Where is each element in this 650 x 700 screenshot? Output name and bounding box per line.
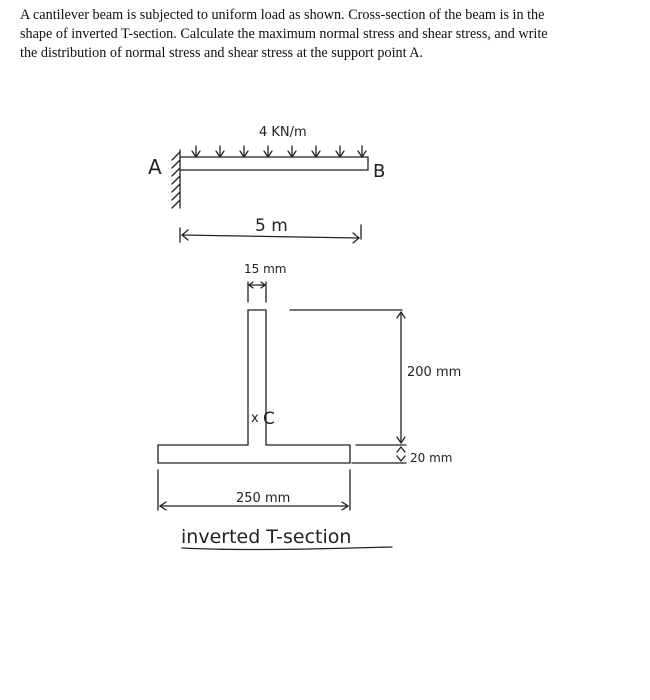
web-height-label: 200 mm xyxy=(407,365,462,380)
web-width-dimension xyxy=(248,282,266,302)
t-section-outline xyxy=(158,310,350,463)
flange-width-label: 250 mm xyxy=(236,491,291,506)
height-dimension xyxy=(290,310,406,463)
centroid-x-label: x xyxy=(251,411,259,426)
span-label: 5 m xyxy=(255,216,288,236)
free-end-label-b: B xyxy=(373,161,386,182)
problem-line-2: shape of inverted T-section. Calculate the maximum normal stress and shear stress, and write xyxy=(20,26,548,42)
problem-line-3: the distribution of normal stress and shear stress at the support point A. xyxy=(20,45,424,61)
problem-line-1: A cantilever beam is subjected to uniform load as shown. Cross-section of the beam is in the xyxy=(20,7,545,23)
fixed-support xyxy=(172,150,180,208)
web-width-label: 15 mm xyxy=(244,262,287,276)
support-label-a: A xyxy=(148,155,162,179)
centroid-c-label: C xyxy=(263,409,275,429)
flange-thickness-label: 20 mm xyxy=(410,451,453,465)
distributed-load-arrows xyxy=(192,146,366,157)
section-caption: inverted T-section xyxy=(181,526,352,548)
cantilever-beam xyxy=(180,157,368,170)
load-label: 4 KN/m xyxy=(259,125,307,140)
